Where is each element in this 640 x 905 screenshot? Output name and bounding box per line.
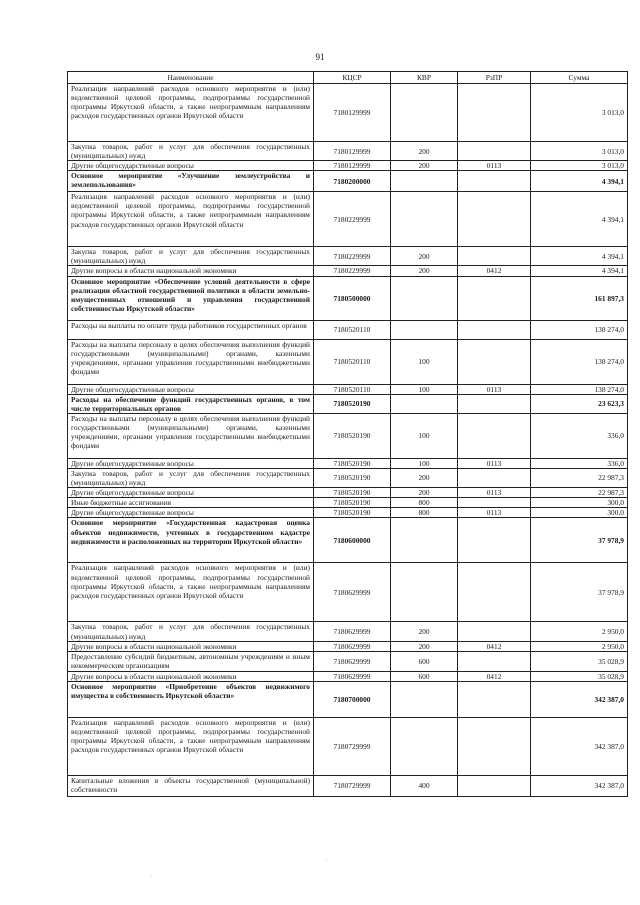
- table-row: [68, 498, 628, 508]
- row-kvr: 200: [391, 266, 458, 276]
- row-kcsr: 7180129999: [314, 142, 391, 161]
- table-row: [68, 171, 628, 192]
- row-sum: 138 274,0: [531, 339, 628, 384]
- row-kvr: 100: [391, 384, 458, 394]
- row-kvr: 800: [391, 508, 458, 518]
- row-rzpr: [458, 498, 531, 508]
- row-name: Закупка товаров, работ и услуг для обеспечения государственных (муниципальных) нужд: [68, 142, 314, 161]
- row-sum: 37 978,9: [531, 518, 628, 563]
- row-kcsr: 7180629999: [314, 671, 391, 681]
- table-row: [68, 142, 628, 161]
- table-row: [68, 775, 628, 796]
- row-rzpr: [458, 717, 531, 775]
- table-row: [68, 161, 628, 171]
- row-kvr: [391, 276, 458, 320]
- row-sum: 342 387,0: [531, 681, 628, 717]
- header-sum: Сумма: [531, 72, 628, 84]
- row-rzpr: 0412: [458, 266, 531, 276]
- row-kcsr: 7180629999: [314, 651, 391, 671]
- row-kcsr: 7180129999: [314, 161, 391, 171]
- row-kvr: 100: [391, 458, 458, 468]
- row-sum: 22 987,3: [531, 468, 628, 487]
- row-sum: 2 950,0: [531, 641, 628, 651]
- row-kvr: 200: [391, 161, 458, 171]
- row-kcsr: 7180520190: [314, 458, 391, 468]
- row-kvr: [391, 394, 458, 413]
- row-name: Реализация направлений расходов основного мероприятия и (или) ведомственной целевой программы, подпрограммы государственной программы Иркутской области, а также непрограммным направлениям расходов государственных органов Иркутской области: [68, 84, 314, 142]
- table-row: [68, 681, 628, 717]
- row-name: Расходы на обеспечение функций государственных органов, в том числе территориальных органов: [68, 394, 314, 413]
- row-kcsr: 7180629999: [314, 563, 391, 622]
- row-kcsr: 7180520190: [314, 498, 391, 508]
- table-row: [68, 394, 628, 413]
- row-rzpr: [458, 651, 531, 671]
- row-name: Предоставление субсидий бюджетным, автономным учреждениям и иным некоммерческим организациям: [68, 651, 314, 671]
- row-sum: 3 013,0: [531, 84, 628, 142]
- row-rzpr: [458, 394, 531, 413]
- row-kvr: 200: [391, 142, 458, 161]
- row-sum: 37 978,9: [531, 563, 628, 622]
- row-name: Другие общегосударственные вопросы: [68, 458, 314, 468]
- row-name: Закупка товаров, работ и услуг для обеспечения государственных (муниципальных) нужд: [68, 247, 314, 266]
- row-name: Реализация направлений расходов основного мероприятия и (или) ведомственной целевой программы, подпрограммы государственной программы Иркутской области, а также непрограммным направлениям расходов государственных органов Иркутской области: [68, 563, 314, 622]
- row-kvr: [391, 563, 458, 622]
- row-rzpr: [458, 775, 531, 796]
- row-kcsr: 7180200000: [314, 171, 391, 192]
- row-sum: 2 950,0: [531, 622, 628, 641]
- table-header-row: [68, 72, 628, 84]
- row-name: Иные бюджетные ассигнования: [68, 498, 314, 508]
- row-rzpr: 0113: [458, 161, 531, 171]
- table-row: [68, 641, 628, 651]
- scan-speck: ·: [150, 874, 152, 880]
- budget-table: [67, 71, 628, 797]
- row-kcsr: 7180520190: [314, 394, 391, 413]
- row-sum: 23 623,3: [531, 394, 628, 413]
- row-rzpr: [458, 142, 531, 161]
- header-kcsr: КЦСР: [314, 72, 391, 84]
- row-kvr: 400: [391, 775, 458, 796]
- row-rzpr: [458, 681, 531, 717]
- table-row: [68, 717, 628, 775]
- row-sum: 161 897,3: [531, 276, 628, 320]
- row-rzpr: 0113: [458, 488, 531, 498]
- row-name: Другие вопросы в области национальной экономики: [68, 671, 314, 681]
- row-name: Другие общегосударственные вопросы: [68, 161, 314, 171]
- row-name: Другие общегосударственные вопросы: [68, 508, 314, 518]
- row-sum: 138 274,0: [531, 320, 628, 339]
- row-name: Расходы на выплаты персоналу в целях обеспечения выполнения функций государственными (муниципальными) органами, казенными учреждениями, органами управления государственными внебюджетными фондами: [68, 413, 314, 458]
- row-sum: 342 387,0: [531, 717, 628, 775]
- table-row: [68, 458, 628, 468]
- row-name: Закупка товаров, работ и услуг для обеспечения государственных (муниципальных) нужд: [68, 468, 314, 487]
- row-name: Другие общегосударственные вопросы: [68, 488, 314, 498]
- row-kvr: 100: [391, 413, 458, 458]
- row-sum: 35 028,9: [531, 671, 628, 681]
- header-kvr: КВР: [391, 72, 458, 84]
- row-kcsr: 7180520190: [314, 508, 391, 518]
- row-kvr: [391, 717, 458, 775]
- row-rzpr: [458, 339, 531, 384]
- row-name: Капитальные вложения в объекты государственной (муниципальной) собственности: [68, 775, 314, 796]
- row-kcsr: 7180520190: [314, 488, 391, 498]
- row-kvr: 600: [391, 671, 458, 681]
- row-kcsr: 7180629999: [314, 622, 391, 641]
- row-rzpr: [458, 276, 531, 320]
- table-row: [68, 563, 628, 622]
- table-row: [68, 488, 628, 498]
- row-kvr: [391, 681, 458, 717]
- row-sum: 35 028,9: [531, 651, 628, 671]
- row-kcsr: 7180520190: [314, 468, 391, 487]
- row-name: Закупка товаров, работ и услуг для обеспечения государственных (муниципальных) нужд: [68, 622, 314, 641]
- row-rzpr: [458, 320, 531, 339]
- table-row: [68, 84, 628, 142]
- row-kvr: 200: [391, 622, 458, 641]
- row-sum: 138 274,0: [531, 384, 628, 394]
- row-kvr: [391, 518, 458, 563]
- row-kcsr: 7180500000: [314, 276, 391, 320]
- table-row: [68, 339, 628, 384]
- row-kvr: 100: [391, 339, 458, 384]
- row-sum: 300,0: [531, 508, 628, 518]
- row-kcsr: 7180229999: [314, 266, 391, 276]
- row-name: Основное мероприятие «Государственная кадастровая оценка объектов недвижимости, учтенных в государственном кадастре недвижимости и расположенных на территории Иркутской области»: [68, 518, 314, 563]
- row-kcsr: 7180520110: [314, 320, 391, 339]
- row-sum: 342 387,0: [531, 775, 628, 796]
- table-row: [68, 192, 628, 247]
- table-row: [68, 247, 628, 266]
- row-name: Основное мероприятие «Обеспечение условий деятельности в сфере реализации областной государственной политики в области земельно-имущественных отношений и управления государственной собственностью Иркутской области»: [68, 276, 314, 320]
- row-kcsr: 7180700000: [314, 681, 391, 717]
- header-rzpr: РзПР: [458, 72, 531, 84]
- row-rzpr: [458, 192, 531, 247]
- row-kvr: 200: [391, 641, 458, 651]
- row-kvr: [391, 192, 458, 247]
- table-row: [68, 671, 628, 681]
- row-sum: 336,0: [531, 413, 628, 458]
- table-row: [68, 518, 628, 563]
- table-row: [68, 468, 628, 487]
- row-kcsr: 7180520190: [314, 413, 391, 458]
- row-rzpr: 0412: [458, 641, 531, 651]
- scan-speck: ·: [325, 858, 327, 864]
- table-row: [68, 320, 628, 339]
- row-kcsr: 7180600000: [314, 518, 391, 563]
- row-name: Другие вопросы в области национальной экономики: [68, 266, 314, 276]
- row-kcsr: 7180520110: [314, 384, 391, 394]
- row-name: Расходы на выплаты по оплате труда работников государственных органов: [68, 320, 314, 339]
- row-rzpr: 0113: [458, 508, 531, 518]
- row-rzpr: [458, 622, 531, 641]
- row-name: Другие общегосударственные вопросы: [68, 384, 314, 394]
- row-kcsr: 7180629999: [314, 641, 391, 651]
- row-kcsr: 7180229999: [314, 247, 391, 266]
- row-rzpr: 0113: [458, 458, 531, 468]
- table-row: [68, 508, 628, 518]
- row-name: Расходы на выплаты персоналу в целях обеспечения выполнения функций государственными (муниципальными) органами, казенными учреждениями, органами управления государственными внебюджетными фондами: [68, 339, 314, 384]
- row-kcsr: 7180129999: [314, 84, 391, 142]
- row-rzpr: 0113: [458, 384, 531, 394]
- row-sum: 300,0: [531, 498, 628, 508]
- row-kcsr: 7180729999: [314, 775, 391, 796]
- table-row: [68, 266, 628, 276]
- row-name: Основное мероприятие «Улучшение землеустройства и землепользования»: [68, 171, 314, 192]
- row-sum: 4 394,1: [531, 247, 628, 266]
- row-rzpr: [458, 413, 531, 458]
- row-sum: 4 394,1: [531, 266, 628, 276]
- table-row: [68, 413, 628, 458]
- row-sum: 3 013,0: [531, 161, 628, 171]
- table-row: [68, 651, 628, 671]
- header-name: Наименование: [68, 72, 314, 84]
- table-row: [68, 276, 628, 320]
- row-kcsr: 7180229999: [314, 192, 391, 247]
- row-rzpr: 0412: [458, 671, 531, 681]
- row-kvr: [391, 171, 458, 192]
- row-rzpr: [458, 171, 531, 192]
- row-kvr: 200: [391, 247, 458, 266]
- row-kcsr: 7180729999: [314, 717, 391, 775]
- row-rzpr: [458, 563, 531, 622]
- row-sum: 3 013,0: [531, 142, 628, 161]
- row-kvr: 600: [391, 651, 458, 671]
- row-sum: 22 987,3: [531, 488, 628, 498]
- row-rzpr: [458, 84, 531, 142]
- row-kvr: [391, 320, 458, 339]
- row-sum: 4 394,1: [531, 171, 628, 192]
- row-kvr: 200: [391, 468, 458, 487]
- row-kcsr: 7180520110: [314, 339, 391, 384]
- table-row: [68, 622, 628, 641]
- row-name: Реализация направлений расходов основного мероприятия и (или) ведомственной целевой программы, подпрограммы государственной программы Иркутской области, а также непрограммным направлениям расходов государственных органов Иркутской области: [68, 717, 314, 775]
- row-rzpr: [458, 518, 531, 563]
- page-number: 91: [315, 52, 325, 62]
- row-sum: 336,0: [531, 458, 628, 468]
- row-kvr: [391, 84, 458, 142]
- row-kvr: 800: [391, 498, 458, 508]
- row-name: Другие вопросы в области национальной экономики: [68, 641, 314, 651]
- row-kvr: 200: [391, 488, 458, 498]
- row-sum: 4 394,1: [531, 192, 628, 247]
- row-rzpr: [458, 468, 531, 487]
- table-row: [68, 384, 628, 394]
- row-name: Основное мероприятие «Приобретение объектов недвижимого имущества в собственность Иркутской области»: [68, 681, 314, 717]
- row-rzpr: [458, 247, 531, 266]
- row-name: Реализация направлений расходов основного мероприятия и (или) ведомственной целевой программы, подпрограммы государственной программы Иркутской области, а также непрограммным направлениям расходов государственных органов Иркутской области: [68, 192, 314, 247]
